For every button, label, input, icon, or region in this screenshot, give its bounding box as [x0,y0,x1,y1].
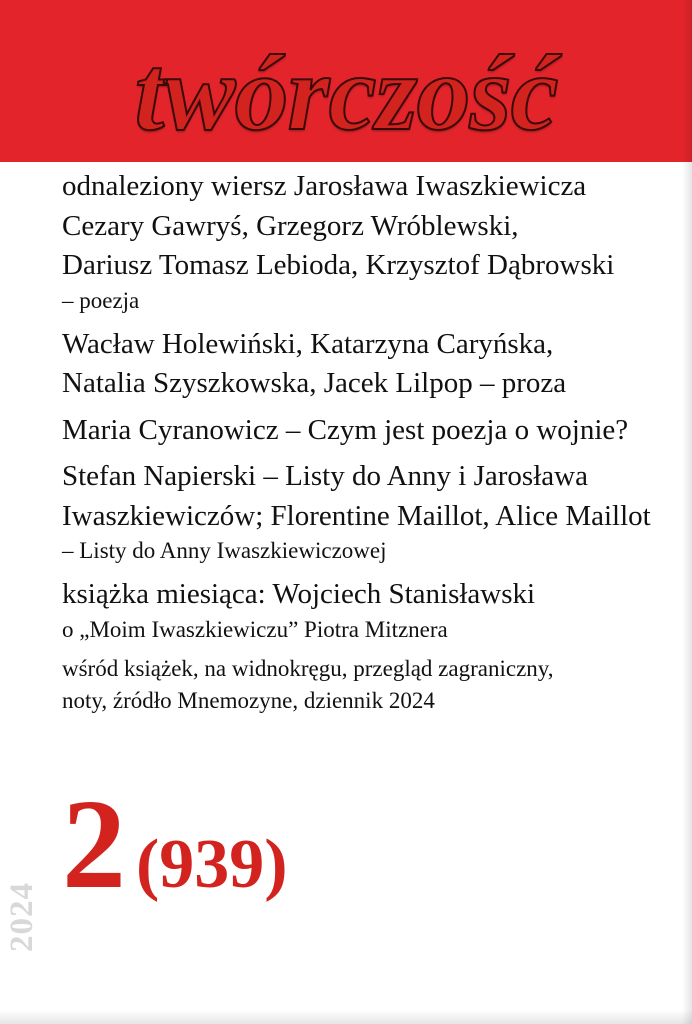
contents-line: książka miesiąca: Wojciech Stanisławski [62,578,536,611]
contents-line: – poezja [62,287,140,313]
contents-line: o „Moim Iwaszkiewiczu” Piotra Mitznera [62,616,448,642]
contents-line: – Listy do Anny Iwaszkiewiczowej [62,538,387,564]
year-strip: 2024 [4,882,40,952]
contents-line: wśród książek, na widnokręgu, przegląd zagraniczny, [62,655,554,681]
contents-line: Natalia Szyszkowska, Jacek Lilpop – proza [62,367,567,400]
magazine-title: twórczość [134,34,558,153]
contents-line: Cezary Gawryś, Grzegorz Wróblewski, [62,209,519,242]
issue-number: 2 [62,773,126,915]
page-bottom-shadow [0,1010,692,1024]
contents-line: odnaleziony wiersz Jarosława Iwaszkiewicza [62,170,587,202]
issue-serial: (939) [136,826,288,903]
contents-list [62,168,662,719]
contents-line: Stefan Napierski – Listy do Anny i Jarosława [62,460,588,493]
contents-line: Wacław Holewiński, Katarzyna Caryńska, [62,327,554,360]
contents-line: noty, źródło Mnemozyne, dziennik 2024 [62,687,435,713]
contents-line: Dariusz Tomasz Lebioda, Krzysztof Dąbrowski [62,249,615,282]
contents-line: Maria Cyranowicz – Czym jest poezja o wojnie? [62,413,629,446]
contents-line: Iwaszkiewiczów; Florentine Maillot, Alice Maillot [62,499,651,532]
issue-number-block [62,773,288,915]
